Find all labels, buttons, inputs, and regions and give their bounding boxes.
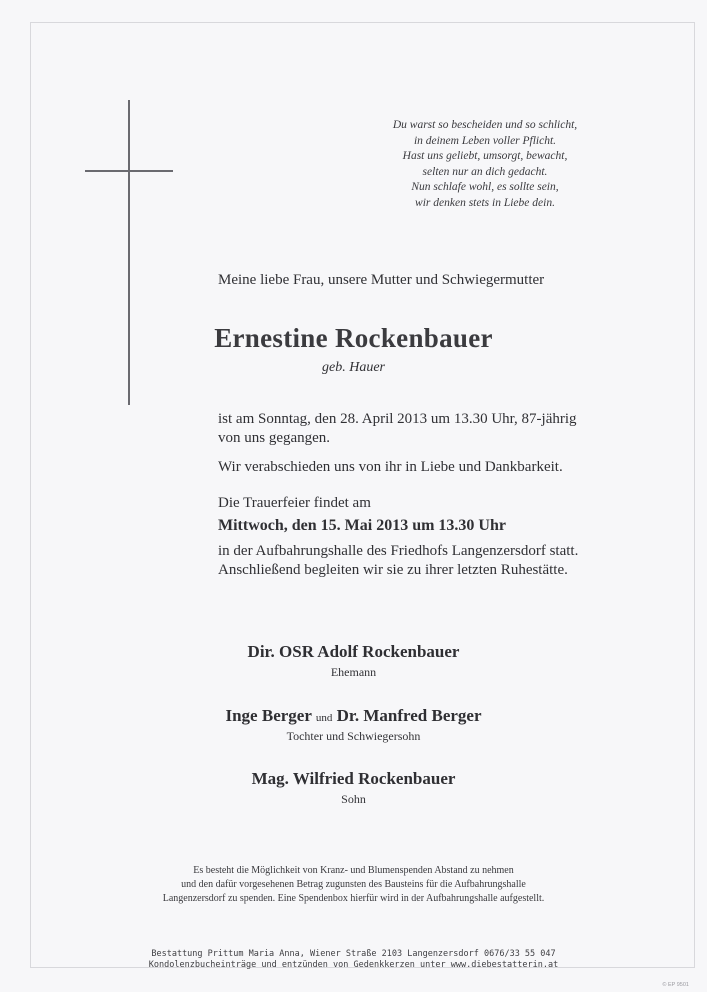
death-notice	[218, 410, 577, 448]
poem-line: wir denken stets in Liebe dein.	[415, 196, 555, 209]
maiden-name: geb. Hauer	[322, 360, 385, 375]
deceased-name: Ernestine Rockenbauer	[214, 323, 493, 353]
mourner-name	[0, 706, 707, 726]
poem-line: Hast uns geliebt, umsorgt, bewacht,	[402, 150, 568, 162]
mourner-name: Dir. OSR Adolf Rockenbauer	[247, 642, 460, 661]
memorial-poem	[380, 118, 590, 211]
ceremony-line: Anschließend begleiten wir sie zu ihrer letzten Ruhestätte.	[218, 562, 568, 578]
poem-line: in deinem Leben voller Pflicht.	[413, 134, 557, 147]
poem-line: Nun schlafe wohl, es sollte sein,	[411, 181, 559, 193]
mourner-connector: und	[315, 712, 333, 724]
ceremony-intro: Die Trauerfeier findet am	[218, 495, 371, 511]
mourner-name-a: Inge Berger	[225, 706, 312, 725]
mourner-name: Mag. Wilfried Rockenbauer	[251, 769, 456, 788]
donation-note-line: Langenzersdorf zu spenden. Eine Spendenbox hierfür wird in der Aufbahrungshalle aufgestellt.	[162, 893, 545, 904]
donation-note-line: Es besteht die Möglichkeit von Kranz- und Blumenspenden Abstand zu nehmen	[193, 865, 514, 876]
mourner-block	[0, 642, 707, 680]
copyright-mark: © EP 9501	[662, 982, 689, 988]
footer-line: Kondolenzbucheinträge und entzünden von Gedenkkerzen unter www.diebestatterin.at	[148, 960, 559, 970]
poem-line: selten nur an dich gedacht.	[422, 165, 548, 178]
ceremony-date: Mittwoch, den 15. Mai 2013 um 13.30 Uhr	[218, 517, 506, 534]
poem-line: Du warst so bescheiden und so schlicht,	[392, 119, 578, 131]
ceremony-location	[218, 542, 578, 580]
funeral-home-footer	[0, 949, 707, 971]
intro-text: Meine liebe Frau, unsere Mutter und Schwiegermutter	[218, 272, 545, 288]
mourner-role: Tochter und Schwiegersohn	[286, 729, 421, 743]
mourner-role: Ehemann	[330, 665, 377, 679]
mourner-name-b: Dr. Manfred Berger	[336, 706, 482, 725]
mourner-block	[0, 769, 707, 807]
footer-line: Bestattung Prittum Maria Anna, Wiener Straße 2103 Langenzersdorf 0676/33 55 047	[151, 949, 556, 959]
mourner-block	[0, 706, 707, 744]
ceremony-line: in der Aufbahrungshalle des Friedhofs Langenzersdorf statt.	[218, 543, 579, 559]
donation-note	[0, 864, 707, 906]
death-notice-line: ist am Sonntag, den 28. April 2013 um 13.30 Uhr, 87-jährig	[218, 411, 577, 427]
farewell-text: Wir verabschieden uns von ihr in Liebe und Dankbarkeit.	[218, 459, 563, 475]
death-notice-line: von uns gegangen.	[218, 430, 331, 446]
mourner-role: Sohn	[341, 792, 366, 806]
donation-note-line: und den dafür vorgesehenen Betrag zugunsten des Bausteins für die Aufbahrungshalle	[181, 879, 526, 890]
